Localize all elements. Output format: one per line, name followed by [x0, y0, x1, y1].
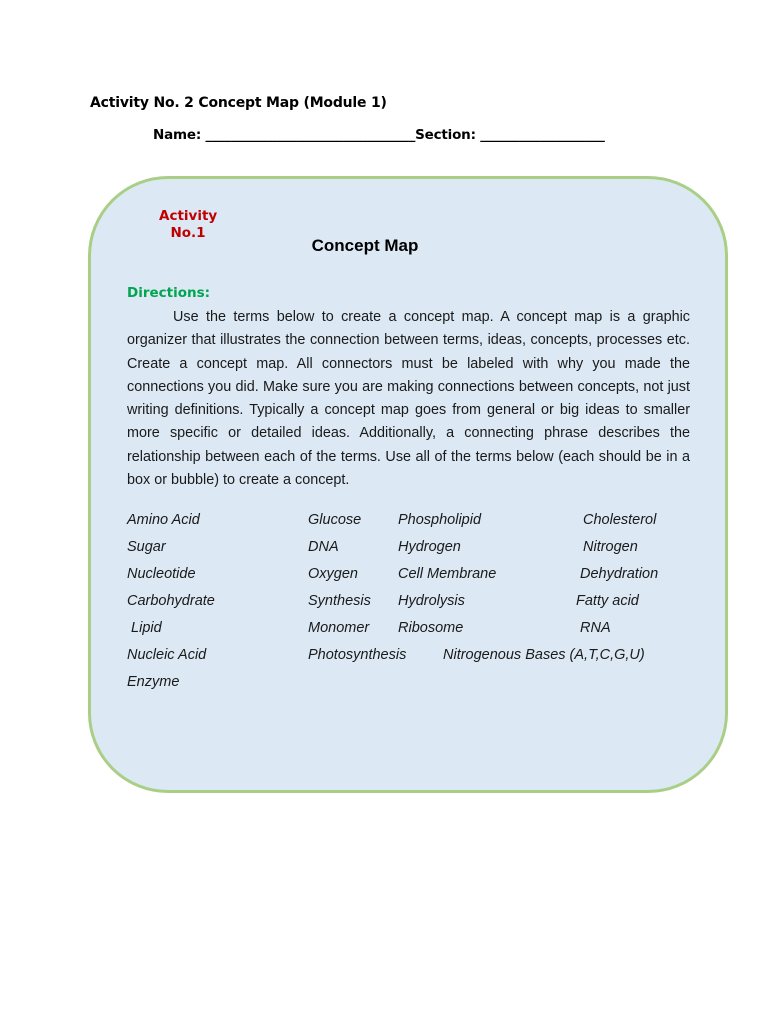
term-item: Amino Acid	[127, 512, 200, 528]
term-item: Hydrogen	[398, 539, 461, 555]
term-item: Hydrolysis	[398, 593, 465, 609]
term-item: Phospholipid	[398, 512, 482, 528]
term-item: RNA	[580, 620, 611, 636]
document-heading: Activity No. 2 Concept Map (Module 1)	[90, 95, 387, 111]
activity-label-line2: No.1	[170, 225, 206, 241]
activity-label-line1: Activity	[159, 208, 218, 224]
name-section-line: Name: ________________________________Section: ___________________	[153, 127, 605, 143]
term-item: Dehydration	[580, 566, 659, 582]
term-item: Nucleotide	[127, 566, 196, 582]
term-item: Photosynthesis	[308, 647, 407, 663]
directions-label: Directions:	[127, 285, 211, 301]
term-item: Enzyme	[127, 674, 180, 690]
term-item: Nucleic Acid	[127, 647, 207, 663]
term-item: Cholesterol	[583, 512, 657, 528]
term-item: Sugar	[127, 539, 166, 555]
term-item: Nitrogen	[583, 539, 638, 555]
card-title: Concept Map	[311, 236, 419, 255]
term-item: Synthesis	[308, 593, 371, 609]
directions-text: Use the terms below to create a concept map. A concept map is a graphic organizer that illustrates the connection between terms, ideas, concepts, processes etc. Create a concept map. All connectors must be labeled with why you made the connections you did. Make sure you are making connections between concepts, not just writing definitions. Typically a concept map goes from general or big ideas to smaller more specific or detailed ideas. Additionally, a connecting phrase describes the relationship between each of the terms. Use all of the terms below (each should be in a box or bubble) to create a concept.	[127, 309, 690, 489]
term-item: Lipid	[127, 620, 162, 636]
term-item: Oxygen	[308, 566, 358, 582]
term-item: Glucose	[308, 512, 362, 528]
term-item: Monomer	[308, 620, 370, 636]
term-item: Fatty acid	[576, 593, 639, 609]
activity-label	[159, 208, 217, 242]
term-item: Ribosome	[398, 620, 464, 636]
term-item: Nitrogenous Bases (A,T,C,G,U)	[443, 647, 645, 663]
term-item: DNA	[308, 539, 339, 555]
term-item: Carbohydrate	[127, 593, 215, 609]
term-item: Cell Membrane	[398, 566, 497, 582]
